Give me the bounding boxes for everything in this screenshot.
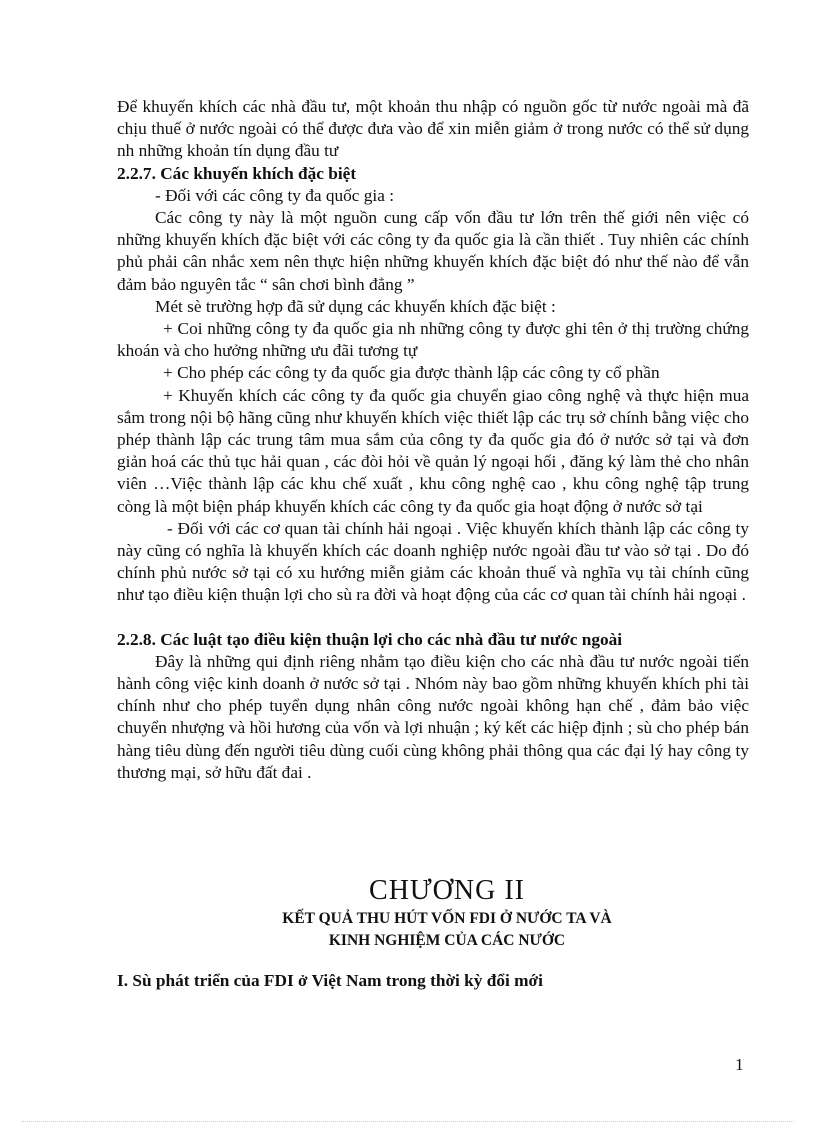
body-text <box>117 96 749 784</box>
heading-2-2-7: 2.2.7. Các khuyến khích đặc biệt <box>117 163 357 183</box>
chapter-heading <box>117 874 749 952</box>
paragraph-multinational: Các công ty này là một nguồn cung cấp vốn đầu tư lớn trên thế giới nên việc có những khuyến khích đặc biệt với các công ty đa quốc gia là cần thiết . Tuy nhiên các chính phủ phải cân nhắc xem nên thực hiện những khuyến khích đặc biệt đó như thế nào để vẫn đảm bảo nguyên tắc “ sân chơi bình đẳng ” <box>117 208 749 294</box>
spacer <box>117 607 749 629</box>
heading-2-2-8: 2.2.8. Các luật tạo điều kiện thuận lợi cho các nhà đầu tư nước ngoài <box>117 629 623 649</box>
bullet-offshore: - Đối với các cơ quan tài chính hải ngoại . Việc khuyến khích thành lập các công ty này cũng có nghĩa là khuyến khích các doanh nghiệp nước ngoài đầu tư vào sở tại . Do đó chính phủ nước sở tại có xu hướng miễn giảm các khoản thuế và nghĩa vụ tài chính cũng như tạo điều kiện thuận lợi cho sù ra đời và hoạt động của các cơ quan tài chính hải ngoại . <box>117 518 749 605</box>
paragraph-rules: Đây là những qui định riêng nhằm tạo điều kiện cho các nhà đầu tư nước ngoài tiến hành công việc kinh doanh ở nước sở tại . Nhóm này bao gồm những khuyến khích phi tài chính như cho phép tuyển dụng nhân công nước ngoài không hạn chế , đảm bảo việc chuyển nhượng và hồi hương của vốn và lợi nhuận ; ký kết các hiệp định ; sù cho phép bán hàng tiêu dùng đến người tiêu dùng cuối cùng không phải thông qua các đại lý hay công ty thương mại, sở hữu đất đai . <box>117 651 749 782</box>
page-number: 1 <box>735 1055 744 1074</box>
page-bottom-divider <box>22 1121 794 1122</box>
plus-item-2: + Cho phép các công ty đa quốc gia được thành lập các công ty cổ phần <box>163 363 660 383</box>
chapter-number: CHƯƠNG II <box>369 875 525 906</box>
bullet-multinational: - Đối với các công ty đa quốc gia : <box>155 185 395 205</box>
section-heading-I: I. Sù phát triển của FDI ở Việt Nam trong thời kỳ đổi mới <box>117 971 543 990</box>
chapter-title-line-1: KẾT QUẢ THU HÚT VỐN FDI Ở NƯỚC TA VÀ <box>282 910 612 927</box>
chapter-title-line-2: KINH NGHIỆM CỦA CÁC NƯỚC <box>328 932 566 949</box>
intro-paragraph: Để khuyến khích các nhà đầu tư, một khoản thu nhập có nguồn gốc từ nước ngoài mà đã chịu thuế ở nước ngoài có thể được đưa vào để xin miễn giảm ở trong nước có thể sử dụng nh những khoản tín dụng đầu tư <box>117 97 749 161</box>
paragraph-cases: Mét sè trường hợp đã sử dụng các khuyến khích đặc biệt : <box>155 296 556 316</box>
plus-item-3: + Khuyến khích các công ty đa quốc gia chuyển giao công nghệ và thực hiện mua sắm trong nội bộ hãng cũng như khuyến khích việc thiết lập các trụ sở chính bằng việc cho phép thành lập các trung tâm mua sắm của công ty đa quốc gia đó ở nước sở tại và đơn giản hoá các thủ tục hải quan , các đòi hỏi về quản lý ngoại hối , đăng ký làm thẻ cho nhân viên …Việc thành lập các khu chế xuất , khu công nghệ cao , khu công nghệ tập trung còng là một biện pháp khuyến khích các công ty đa quốc gia hoạt động ở nước sở tại <box>117 385 749 516</box>
plus-item-1: + Coi những công ty đa quốc gia nh những công ty được ghi tên ở thị trường chứng khoán và cho hưởng những ưu đãi tương tự <box>117 319 749 361</box>
